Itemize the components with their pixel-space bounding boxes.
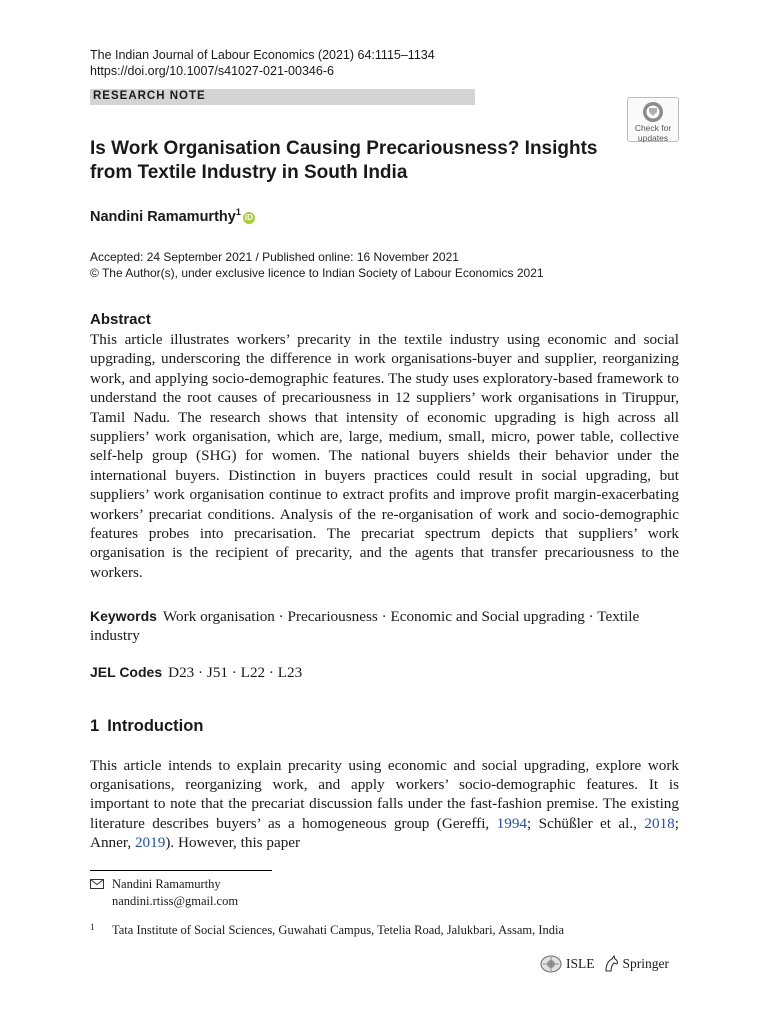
- intro-text-part: ). However, this paper: [165, 833, 301, 851]
- contact-footnote: [90, 876, 238, 909]
- orcid-icon[interactable]: iD: [244, 212, 253, 222]
- footnote-divider: [90, 870, 272, 871]
- accepted-published-dates: Accepted: 24 September 2021 / Published online: 16 November 2021: [90, 250, 459, 264]
- affiliation-mark: 1: [90, 922, 95, 932]
- affiliation-text: Tata Institute of Social Sciences, Guwahati Campus, Tetelia Road, Jalukbari, Assam, India: [112, 923, 565, 937]
- jel-codes-text: D23 · J51 · L22 · L23: [168, 664, 303, 681]
- section-number: 1: [90, 717, 100, 735]
- citation-link[interactable]: 2019: [134, 833, 166, 851]
- check-updates-icon: [642, 101, 664, 123]
- author-name: Nandini Ramamurthy: [90, 208, 236, 225]
- intro-text-part: This article intends to explain precarity using economic and social upgrading, explore work organisations, reorganizing work, and apply workers’ socio-demographic features. It is important to note that the precariat discussion falls under the fast-fashion premise. The existing literature describes buyers’ as a homogeneous group (Gereffi,: [90, 757, 679, 832]
- check-updates-line1: Check for: [634, 123, 672, 133]
- jel-codes-section: [90, 663, 302, 682]
- check-updates-line2: updates: [637, 133, 669, 143]
- article-type-bar: [90, 89, 475, 105]
- isle-label: ISLE: [566, 956, 595, 971]
- introduction-text: [90, 756, 679, 852]
- citation-link[interactable]: 2018: [644, 814, 675, 832]
- publication-dates: [90, 249, 544, 281]
- keywords-text: Work organisation · Precariousness · Economic and Social upgrading · Textile industry: [90, 608, 640, 644]
- keywords-section: [90, 607, 679, 645]
- abstract-heading: Abstract: [90, 311, 151, 328]
- article-title: Is Work Organisation Causing Precariousness? Insights from Textile Industry in South India: [90, 138, 598, 183]
- contact-email[interactable]: nandini.rtiss@gmail.com: [112, 894, 239, 908]
- citation-link[interactable]: 1994: [496, 814, 528, 832]
- journal-citation: The Indian Journal of Labour Economics (2021) 64:1115–1134: [90, 48, 435, 62]
- isle-logo-icon: [540, 955, 562, 973]
- section-title: Introduction: [107, 717, 204, 735]
- intro-text-part: ; Anner,: [90, 814, 679, 851]
- affiliation-footnote: [90, 919, 564, 938]
- intro-text-part: ; Schüßler et al.,: [527, 814, 645, 832]
- author-line: [90, 207, 255, 225]
- springer-label: Springer: [622, 956, 669, 971]
- contact-name: Nandini Ramamurthy: [112, 877, 221, 891]
- article-type-label: RESEARCH NOTE: [93, 90, 206, 102]
- introduction-heading: [90, 717, 203, 736]
- copyright-line: © The Author(s), under exclusive licence to Indian Society of Labour Economics 2021: [90, 266, 544, 280]
- journal-header: [90, 48, 435, 79]
- publisher-logos: [540, 955, 669, 973]
- check-for-updates-button[interactable]: [627, 97, 679, 142]
- abstract-text: This article illustrates workers’ precarity in the textile industry using economic and social upgrading, underscoring the difference in work organisations-buyer and supplier, reorganizing work, and applying socio-demographic features. The study uses exploratory-based framework to understand the root causes of precariousness in 12 suppliers’ work organisations in Tiruppur, Tamil Nadu. The research shows that intensity of economic upgrading is high across all suppliers’ work organisation, which are, large, medium, small, micro, power table, collective self-help group (SHG) for women. The national buyers shields their behavior under the international buyers. Distinction in buyers practices could result in social upgrading, but suppliers’ work organisation continue to extract profits and improve profit margin-exacerbating workers’ precariat conditions. Analysis of the re-organisation of work and socio-demographic features probes into precarisation. The precariat spectrum depicts that suppliers’ work organisation is the recipient of precarity, and the agents that transfer precariousness to the workers.: [90, 331, 679, 581]
- keywords-label: Keywords: [90, 608, 157, 624]
- author-affiliation-mark: 1: [235, 207, 241, 217]
- jel-codes-label: JEL Codes: [90, 664, 163, 680]
- doi-link[interactable]: https://doi.org/10.1007/s41027-021-00346-6: [90, 63, 334, 78]
- springer-horse-icon: [603, 955, 619, 973]
- envelope-icon: [90, 877, 112, 893]
